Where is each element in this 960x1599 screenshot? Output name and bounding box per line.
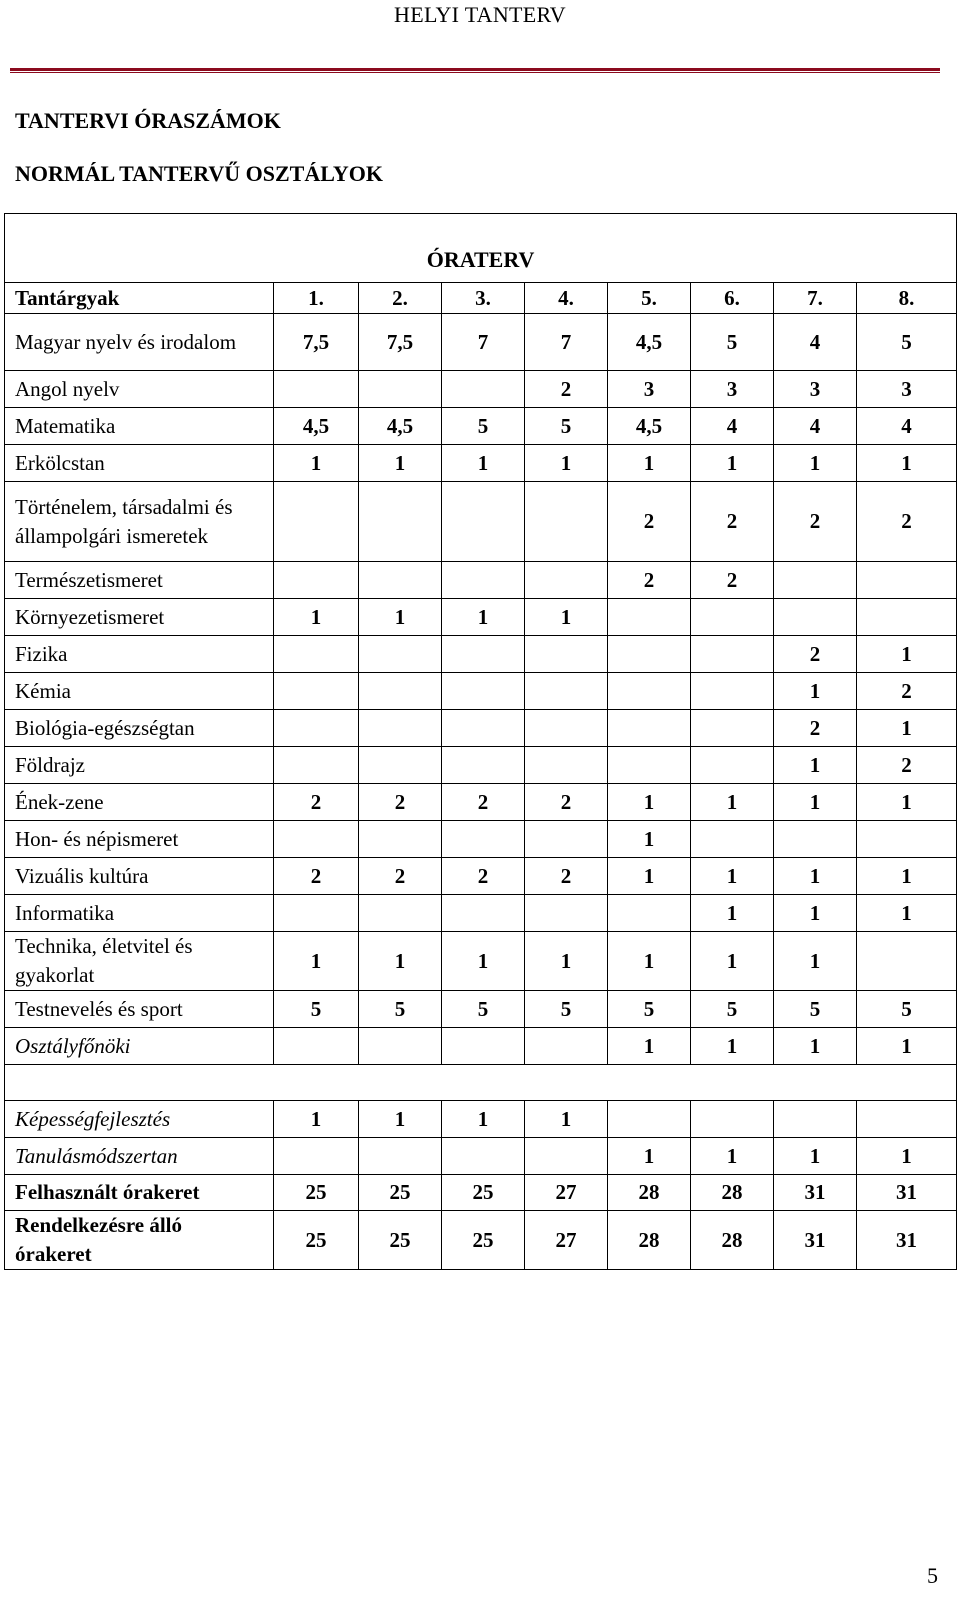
hours-cell: 7,5: [274, 314, 359, 371]
hours-cell: [442, 562, 525, 599]
table-title: ÓRATERV: [426, 246, 535, 272]
hours-cell: [857, 1101, 957, 1138]
hours-cell: [857, 562, 957, 599]
hours-cell: 7,5: [359, 314, 442, 371]
hours-cell: 2: [274, 858, 359, 895]
hours-cell: 1: [774, 784, 857, 821]
hours-cell: 7: [442, 314, 525, 371]
hours-cell: 2: [774, 482, 857, 562]
hours-cell: 2: [774, 710, 857, 747]
hours-cell: 3: [608, 371, 691, 408]
subject-name: Biológia-egészségtan: [5, 710, 274, 747]
subject-name: Testnevelés és sport: [5, 991, 274, 1028]
hours-cell: 5: [608, 991, 691, 1028]
hours-cell: 2: [608, 562, 691, 599]
hours-cell: 2: [774, 636, 857, 673]
hours-cell: 25: [274, 1211, 359, 1270]
hours-cell: 5: [442, 991, 525, 1028]
hours-cell: 1: [359, 445, 442, 482]
table-row: [5, 314, 957, 371]
hours-cell: 1: [608, 932, 691, 991]
subject-name: Osztályfőnöki: [5, 1028, 274, 1065]
table-row: [5, 710, 957, 747]
hours-cell: 1: [274, 932, 359, 991]
hours-cell: 3: [857, 371, 957, 408]
table-row: [5, 1138, 957, 1175]
hours-cell: 2: [442, 858, 525, 895]
hours-cell: 1: [442, 1101, 525, 1138]
hours-cell: 2: [359, 858, 442, 895]
hours-cell: 4,5: [608, 408, 691, 445]
hours-cell: 4: [774, 408, 857, 445]
hours-cell: [525, 482, 608, 562]
table-row: [5, 991, 957, 1028]
hours-cell: 1: [857, 710, 957, 747]
hours-cell: 2: [857, 747, 957, 784]
hours-cell: 31: [774, 1175, 857, 1211]
hours-cell: [442, 1028, 525, 1065]
grade-header: 6.: [691, 283, 774, 314]
hours-cell: [442, 482, 525, 562]
hours-cell: [525, 1028, 608, 1065]
hours-cell: 25: [359, 1175, 442, 1211]
schedule-table: [4, 213, 957, 1270]
hours-cell: 5: [525, 991, 608, 1028]
hours-cell: 1: [774, 895, 857, 932]
table-row: [5, 445, 957, 482]
hours-cell: 2: [525, 784, 608, 821]
hours-cell: 2: [691, 482, 774, 562]
hours-cell: 28: [691, 1211, 774, 1270]
subject-name: Fizika: [5, 636, 274, 673]
hours-cell: [774, 562, 857, 599]
hours-cell: 1: [525, 932, 608, 991]
hours-cell: 1: [525, 599, 608, 636]
table-title-row: [5, 214, 957, 283]
hours-cell: [359, 673, 442, 710]
subject-name: Tanulásmódszertan: [5, 1138, 274, 1175]
subject-name: Kémia: [5, 673, 274, 710]
hours-cell: [691, 747, 774, 784]
table-row: [5, 747, 957, 784]
hours-cell: [359, 636, 442, 673]
hours-cell: 27: [525, 1175, 608, 1211]
grade-header: 7.: [774, 283, 857, 314]
hours-cell: [525, 1138, 608, 1175]
hours-cell: [442, 710, 525, 747]
hours-cell: [691, 1101, 774, 1138]
table-row: [5, 784, 957, 821]
hours-cell: 1: [774, 673, 857, 710]
hours-cell: 4,5: [274, 408, 359, 445]
hours-cell: 1: [691, 932, 774, 991]
hours-cell: 25: [274, 1175, 359, 1211]
hours-cell: 1: [608, 1138, 691, 1175]
hours-cell: 1: [774, 1138, 857, 1175]
subject-column-header: Tantárgyak: [5, 283, 274, 314]
hours-cell: 1: [608, 784, 691, 821]
hours-cell: 1: [442, 932, 525, 991]
hours-cell: 31: [774, 1211, 857, 1270]
table-row: [5, 562, 957, 599]
hours-cell: 7: [525, 314, 608, 371]
hours-cell: 1: [857, 636, 957, 673]
hours-cell: 25: [359, 1211, 442, 1270]
hours-cell: 25: [442, 1175, 525, 1211]
table-row: [5, 673, 957, 710]
hours-cell: 5: [857, 314, 957, 371]
spacer-row: [5, 1065, 957, 1101]
hours-cell: [608, 673, 691, 710]
hours-cell: 1: [857, 445, 957, 482]
hours-cell: 5: [525, 408, 608, 445]
hours-cell: 1: [274, 599, 359, 636]
hours-cell: 1: [774, 1028, 857, 1065]
grade-header: 2.: [359, 283, 442, 314]
hours-cell: 1: [442, 445, 525, 482]
hours-cell: 3: [691, 371, 774, 408]
hours-cell: 1: [442, 599, 525, 636]
hours-cell: 5: [774, 991, 857, 1028]
hours-cell: [274, 636, 359, 673]
total-row: [5, 1211, 957, 1270]
hours-cell: [274, 673, 359, 710]
subject-name: Rendelkezésre álló órakeret: [5, 1211, 274, 1270]
hours-cell: [774, 599, 857, 636]
table-row: [5, 1101, 957, 1138]
hours-cell: [274, 562, 359, 599]
hours-cell: [857, 599, 957, 636]
hours-cell: [359, 562, 442, 599]
hours-cell: [525, 673, 608, 710]
grade-header: 5.: [608, 283, 691, 314]
hours-cell: 4: [774, 314, 857, 371]
hours-cell: 5: [857, 991, 957, 1028]
hours-cell: [359, 710, 442, 747]
hours-cell: [442, 673, 525, 710]
hours-cell: 1: [857, 895, 957, 932]
hours-cell: [442, 1138, 525, 1175]
table-row: [5, 1028, 957, 1065]
hours-cell: 1: [857, 1028, 957, 1065]
hours-cell: [274, 710, 359, 747]
hours-cell: 1: [608, 858, 691, 895]
hours-cell: [525, 562, 608, 599]
table-row: [5, 599, 957, 636]
hours-cell: [274, 821, 359, 858]
grade-header-row: [5, 283, 957, 314]
table-row: [5, 858, 957, 895]
table-row: [5, 895, 957, 932]
table-row: [5, 636, 957, 673]
hours-cell: [525, 895, 608, 932]
subject-name: Matematika: [5, 408, 274, 445]
hours-cell: [359, 482, 442, 562]
subject-name: Természetismeret: [5, 562, 274, 599]
hours-cell: [359, 895, 442, 932]
hours-cell: 1: [691, 1138, 774, 1175]
table-row: [5, 371, 957, 408]
hours-cell: [274, 482, 359, 562]
hours-cell: 2: [608, 482, 691, 562]
subject-name: Angol nyelv: [5, 371, 274, 408]
header-rule: [10, 68, 940, 73]
hours-cell: [274, 1138, 359, 1175]
hours-cell: 1: [525, 1101, 608, 1138]
subject-name: Környezetismeret: [5, 599, 274, 636]
hours-cell: [608, 636, 691, 673]
hours-cell: [857, 932, 957, 991]
hours-cell: 2: [442, 784, 525, 821]
hours-cell: 1: [774, 858, 857, 895]
hours-cell: 1: [359, 599, 442, 636]
subject-name: Hon- és népismeret: [5, 821, 274, 858]
hours-cell: [774, 821, 857, 858]
hours-cell: [608, 747, 691, 784]
hours-cell: [691, 673, 774, 710]
hours-cell: 1: [274, 445, 359, 482]
hours-cell: [274, 1028, 359, 1065]
hours-cell: 4,5: [608, 314, 691, 371]
hours-cell: 1: [774, 445, 857, 482]
grade-header: 8.: [857, 283, 957, 314]
hours-cell: 2: [525, 371, 608, 408]
hours-cell: 2: [857, 673, 957, 710]
grade-header: 4.: [525, 283, 608, 314]
hours-cell: 1: [774, 747, 857, 784]
hours-cell: 1: [691, 1028, 774, 1065]
hours-cell: 28: [608, 1175, 691, 1211]
hours-cell: 4: [857, 408, 957, 445]
hours-cell: 2: [857, 482, 957, 562]
hours-cell: [608, 1101, 691, 1138]
hours-cell: [359, 1028, 442, 1065]
grade-header: 3.: [442, 283, 525, 314]
page-title: TANTERVI ÓRASZÁMOK: [15, 108, 281, 133]
hours-cell: 1: [691, 895, 774, 932]
hours-cell: 4,5: [359, 408, 442, 445]
hours-cell: 5: [274, 991, 359, 1028]
hours-cell: 1: [608, 445, 691, 482]
hours-cell: 2: [691, 562, 774, 599]
page-number: 5: [927, 1563, 938, 1588]
hours-cell: [774, 1101, 857, 1138]
hours-cell: [274, 371, 359, 408]
subject-name: Technika, életvitel és gyakorlat: [5, 932, 274, 991]
hours-cell: 2: [359, 784, 442, 821]
total-row: [5, 1175, 957, 1211]
hours-cell: 5: [442, 408, 525, 445]
subject-name: Történelem, társadalmi és állampolgári ismeretek: [5, 482, 274, 562]
hours-cell: 5: [359, 991, 442, 1028]
hours-cell: 1: [608, 821, 691, 858]
hours-cell: [442, 821, 525, 858]
hours-cell: [525, 636, 608, 673]
subject-name: Földrajz: [5, 747, 274, 784]
hours-cell: [691, 599, 774, 636]
hours-cell: 28: [691, 1175, 774, 1211]
hours-cell: 1: [857, 1138, 957, 1175]
hours-cell: [359, 1138, 442, 1175]
hours-cell: 5: [691, 314, 774, 371]
hours-cell: 31: [857, 1211, 957, 1270]
hours-cell: [442, 636, 525, 673]
running-header: HELYI TANTERV: [394, 2, 566, 27]
page-subtitle: NORMÁL TANTERVŰ OSZTÁLYOK: [15, 161, 384, 186]
hours-cell: 28: [608, 1211, 691, 1270]
hours-cell: 3: [774, 371, 857, 408]
hours-cell: 1: [608, 1028, 691, 1065]
hours-cell: [608, 599, 691, 636]
subject-name: Erkölcstan: [5, 445, 274, 482]
hours-cell: 1: [359, 932, 442, 991]
table-row: [5, 408, 957, 445]
subject-name: Ének-zene: [5, 784, 274, 821]
hours-cell: [525, 710, 608, 747]
hours-cell: 1: [691, 784, 774, 821]
hours-cell: 1: [525, 445, 608, 482]
hours-cell: 1: [691, 858, 774, 895]
hours-cell: [608, 710, 691, 747]
hours-cell: [274, 895, 359, 932]
hours-cell: [274, 747, 359, 784]
hours-cell: 31: [857, 1175, 957, 1211]
hours-cell: 25: [442, 1211, 525, 1270]
hours-cell: 1: [857, 784, 957, 821]
hours-cell: 2: [274, 784, 359, 821]
hours-cell: [442, 747, 525, 784]
grade-header: 1.: [274, 283, 359, 314]
table-row: [5, 482, 957, 562]
table-row: [5, 821, 957, 858]
hours-cell: [442, 895, 525, 932]
hours-cell: [359, 821, 442, 858]
hours-cell: [857, 821, 957, 858]
subject-name: Vizuális kultúra: [5, 858, 274, 895]
hours-cell: [525, 821, 608, 858]
hours-cell: [691, 636, 774, 673]
hours-cell: 1: [691, 445, 774, 482]
subject-name: Informatika: [5, 895, 274, 932]
hours-cell: [691, 821, 774, 858]
hours-cell: 1: [857, 858, 957, 895]
hours-cell: [608, 895, 691, 932]
subject-name: Képességfejlesztés: [5, 1101, 274, 1138]
subject-name: Felhasznált órakeret: [5, 1175, 274, 1211]
hours-cell: 5: [691, 991, 774, 1028]
table-row: [5, 932, 957, 991]
hours-cell: 2: [525, 858, 608, 895]
hours-cell: [525, 747, 608, 784]
hours-cell: [691, 710, 774, 747]
hours-cell: 1: [274, 1101, 359, 1138]
hours-cell: [359, 747, 442, 784]
hours-cell: 1: [359, 1101, 442, 1138]
hours-cell: [359, 371, 442, 408]
subject-name: Magyar nyelv és irodalom: [5, 314, 274, 371]
hours-cell: 4: [691, 408, 774, 445]
hours-cell: 1: [774, 932, 857, 991]
hours-cell: 27: [525, 1211, 608, 1270]
hours-cell: [442, 371, 525, 408]
